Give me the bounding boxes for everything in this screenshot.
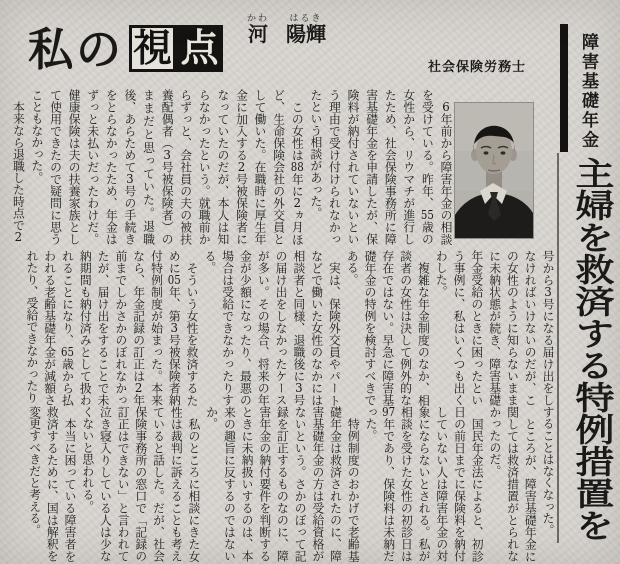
- logo-inverted-char: 点: [176, 25, 223, 72]
- article-paragraph: 特例制度のおかげで老齢基礎年金は救済されたのに、障害基礎年金の方は受給資格がないという。さかのぼって記録を訂正するものなのに、障害年金の納付要件を判断するときに未納扱いするのは、本来の趣旨に反するのではないか。: [204, 406, 361, 562]
- tatechuyoko-number: 88: [290, 160, 304, 173]
- author-byline: [247, 14, 326, 47]
- author-occupation: 社会保険労務士: [428, 60, 527, 75]
- tatechuyoko-number: 65: [60, 346, 74, 358]
- main-headline: 主婦を救済する特例措置を: [569, 157, 615, 541]
- headline-divider: [557, 153, 559, 543]
- portrait-photo-image: [455, 103, 533, 238]
- article-paragraph: 実は、保険外交員やパートなどで働いた女性のなかには相談者と同様、退職後に3号の届け出をしなかったケースが多い。その場合、将来の年金が少額になったり、最悪の場合は受給できなかったりする。: [202, 250, 342, 406]
- tatechuyoko-number: 3: [163, 149, 171, 161]
- article-paragraph: ところが、障害基礎年金に関しては救済措置がとられなかったのだ。: [487, 406, 538, 562]
- author-givenname-furigana: はるき: [286, 14, 326, 24]
- article-dan-2: [1, 250, 556, 406]
- tatechuyoko-number: 6: [442, 100, 450, 113]
- article-paragraph: 本来なら退職した時点で2: [11, 100, 26, 243]
- article-dan-1: [1, 89, 455, 245]
- tatechuyoko-number: 3: [170, 322, 179, 334]
- article-paragraph: 私のところに相談にきた女性は裁判に訴えることも考えていると話した。だが、社会保険事務所の窓口で「記録の訂正はできない」と言われて泣き寝入りしている人は少なくないと思われる。: [80, 406, 201, 562]
- tatechuyoko-number: 3: [544, 286, 552, 298]
- kicker-label: 障害基礎年金: [578, 33, 598, 150]
- tatechuyoko-number: 3: [126, 173, 134, 185]
- author-surname: [247, 14, 270, 46]
- author-givenname: [286, 14, 326, 46]
- article-paragraph: 本当に困っている障害者を救済するために、国は解釈を変更すべきだと考える。: [27, 406, 78, 562]
- tatechuyoko-number: 2: [14, 230, 23, 243]
- article-paragraph: この女性は88年に2ヵ月ほど、生命保険会社の外交員として働いた。在職時に厚生年金に加入する2号被保険者になっていたのだが、本人は知らなかったという。就職前からずっと、会社員の夫の被扶養配偶者（3号被保険者）のままだと思っていた。退職後、あらためて3号の手続きをとらなかったため、年金はずっと未払いだったわけだ。健康保険は夫の扶養家族として使用できたので疑問に思うこともなかった。: [29, 89, 305, 245]
- author-surname-furigana: かわ: [247, 14, 270, 24]
- article-paragraph: することはなくなった。: [541, 406, 555, 536]
- article-paragraph: 国民年金法によると、初診日の前日までに保険料を納付していない人は障害年金の対象にならないとされる。私が相談を受けた女性の初診日は97年であり、保険料は未納だった。: [363, 406, 485, 562]
- tatechuyoko-number: 05: [167, 274, 181, 286]
- article-paragraph: 複雑な年金制度のなか、相談者の女性は決して例外的な存在ではない。早急に障害基礎年金の特例を検討すべきである。: [345, 250, 431, 406]
- logo-boxed-char: 視: [129, 25, 176, 72]
- logo-text-watashino: 私の: [28, 22, 125, 76]
- tatechuyoko-number: 2: [134, 382, 143, 394]
- tatechuyoko-number: 3: [295, 382, 303, 394]
- tatechuyoko-number: 97: [382, 406, 396, 418]
- tatechuyoko-number: 2: [237, 161, 246, 173]
- author-givenname-kanji: 陽輝: [286, 22, 326, 46]
- article-dan-3: [1, 406, 556, 562]
- kicker-bar: [560, 24, 568, 152]
- column-logo: [28, 22, 223, 74]
- portrait-photo: [455, 103, 533, 238]
- tatechuyoko-number: 55: [420, 209, 434, 221]
- tatechuyoko-number: 2: [293, 197, 301, 209]
- article-paragraph: 号から3号になる届け出をしなければいけないのだが、この女性のように知らないままに未納状態が続き、障害基礎年金受給のときに困ったという事例に、私はいくつも出くわした。: [434, 250, 555, 406]
- author-surname-kanji: 河: [247, 22, 269, 46]
- article-paragraph: 6年前から障害年金の相談を受けている。昨年、55歳の女性から、リウマチが進行したため、社会保険事務所に障害基礎年金を申請したが、保険料が納付されていないという理由で受け付けられなかったという相談があった。: [308, 89, 453, 245]
- article-paragraph: そういう女性を救済するために05年、第3号被保険者納付特例制度が始まった。本来なら、年金記録の訂正は2年前までしかさかのぼれなかったが、届け出をすることで未納期間も納付済みとして扱われることになり、65歳から払われる老齢基礎年金が減額されたり、受給できなかったり: [24, 250, 200, 406]
